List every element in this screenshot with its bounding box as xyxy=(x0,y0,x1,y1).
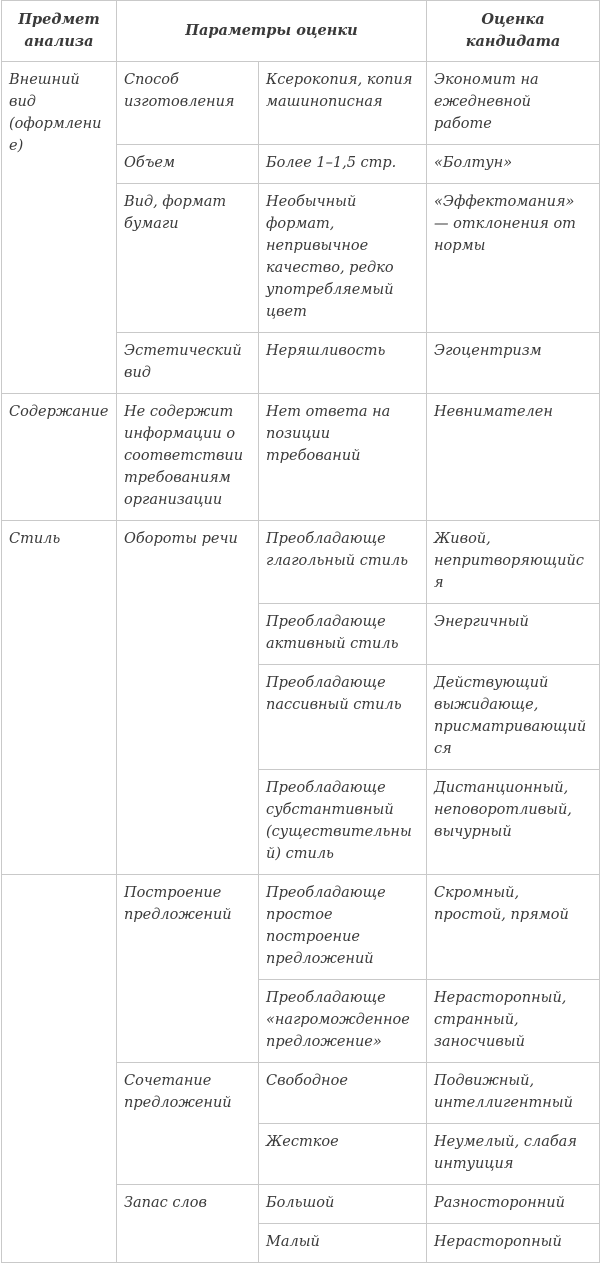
candidate-assessment-table xyxy=(1,0,600,1263)
parameter-cell: Необычный формат, непривычное качество, редко употребляемый цвет xyxy=(259,184,427,333)
assessment-cell: «Болтун» xyxy=(427,145,600,184)
criterion-cell: Построение предложений xyxy=(117,875,259,1063)
criterion-cell: Сочетание предложений xyxy=(117,1063,259,1185)
parameter-cell: Преобладающе простое построение предложений xyxy=(259,875,427,980)
assessment-cell: Нерасторопный xyxy=(427,1224,600,1263)
parameter-cell: Нет ответа на позиции требований xyxy=(259,394,427,521)
assessment-cell: Энергичный xyxy=(427,604,600,665)
subject-cell: Содержание xyxy=(2,394,117,521)
parameter-cell: Более 1–1,5 стр. xyxy=(259,145,427,184)
parameter-cell: Большой xyxy=(259,1185,427,1224)
parameter-cell: Жесткое xyxy=(259,1124,427,1185)
header-subject: Предмет анализа xyxy=(2,1,117,62)
assessment-cell: Разносторонний xyxy=(427,1185,600,1224)
parameter-cell: Преобладающе «нагроможденное предложение» xyxy=(259,980,427,1063)
assessment-cell: Эгоцентризм xyxy=(427,333,600,394)
assessment-cell: Живой, непритворяющийся xyxy=(427,521,600,604)
parameter-cell: Ксерокопия, копия машинописная xyxy=(259,62,427,145)
table-row xyxy=(2,394,600,521)
assessment-cell: Дистанционный, неповоротливый, вычурный xyxy=(427,770,600,875)
assessment-cell: Неумелый, слабая интуиция xyxy=(427,1124,600,1185)
parameter-cell: Преобладающе активный стиль xyxy=(259,604,427,665)
assessment-cell: Скромный, простой, прямой xyxy=(427,875,600,980)
assessment-cell: Действующий выжидающе, присматривающийся xyxy=(427,665,600,770)
parameter-cell: Малый xyxy=(259,1224,427,1263)
table-row xyxy=(2,521,600,604)
criterion-cell: Способ изготовления xyxy=(117,62,259,145)
criterion-cell: Запас слов xyxy=(117,1185,259,1263)
parameter-cell: Неряшливость xyxy=(259,333,427,394)
table-header-row xyxy=(2,1,600,62)
assessment-cell: Невнимателен xyxy=(427,394,600,521)
assessment-cell: Подвижный, интеллигентный xyxy=(427,1063,600,1124)
parameter-cell: Преобладающе пассивный стиль xyxy=(259,665,427,770)
table-row xyxy=(2,875,600,980)
criterion-cell: Объем xyxy=(117,145,259,184)
criterion-cell: Вид, формат бумаги xyxy=(117,184,259,333)
parameter-cell: Преобладающе субстантивный (существительный) стиль xyxy=(259,770,427,875)
table-row xyxy=(2,62,600,145)
subject-cell-empty xyxy=(2,875,117,1263)
subject-cell: Стиль xyxy=(2,521,117,875)
assessment-cell: Экономит на ежедневной работе xyxy=(427,62,600,145)
criterion-cell: Обороты речи xyxy=(117,521,259,875)
assessment-cell: Нерасторопный, странный, заносчивый xyxy=(427,980,600,1063)
parameter-cell: Свободное xyxy=(259,1063,427,1124)
criterion-cell: Эстетический вид xyxy=(117,333,259,394)
header-assessment: Оценка кандидата xyxy=(427,1,600,62)
subject-cell: Внешний вид (оформление) xyxy=(2,62,117,394)
parameter-cell: Преобладающе глагольный стиль xyxy=(259,521,427,604)
criterion-cell: Не содержит информации о соответствии требованиям организации xyxy=(117,394,259,521)
header-parameters: Параметры оценки xyxy=(117,1,427,62)
assessment-cell: «Эффектомания» — отклонения от нормы xyxy=(427,184,600,333)
